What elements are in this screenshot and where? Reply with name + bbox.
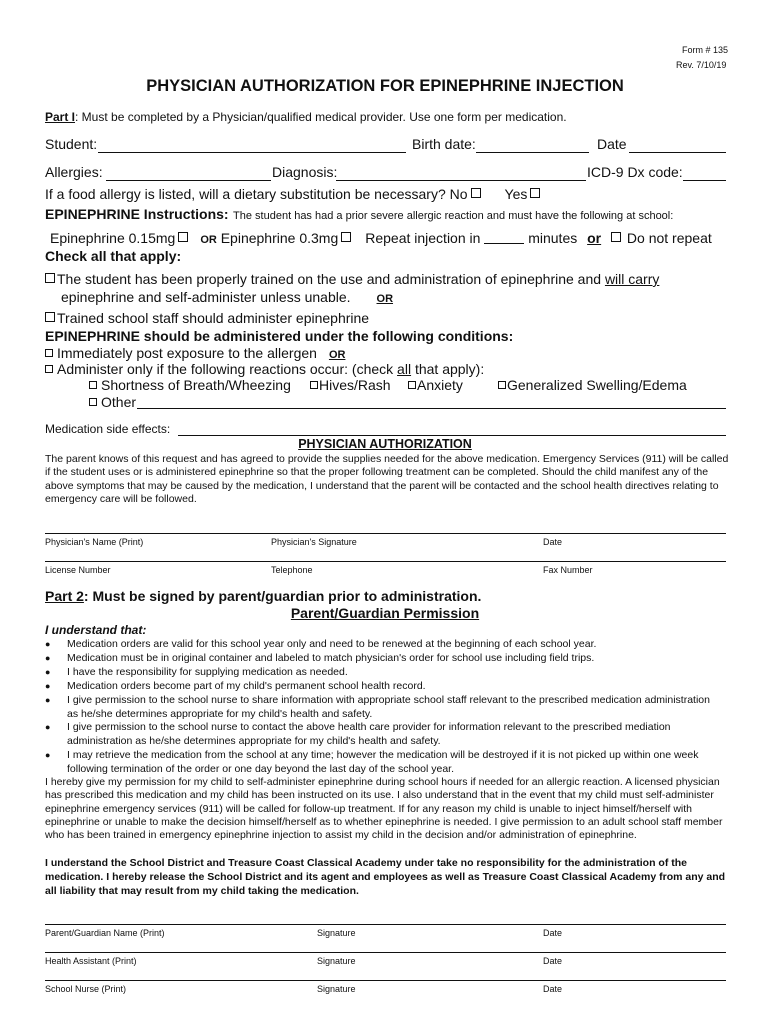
- reaction-swelling: Generalized Swelling/Edema: [498, 377, 687, 393]
- yes-label: Yes: [504, 186, 528, 202]
- side-effects-label: Medication side effects:: [45, 422, 171, 436]
- reaction-shortness: Shortness of Breath/Wheezing: [89, 377, 291, 393]
- minutes-label: minutes: [528, 230, 578, 246]
- bullet-icon: ●: [45, 681, 51, 691]
- birth-date-label: Birth date:: [412, 136, 476, 152]
- reactions-checkbox[interactable]: [45, 365, 53, 373]
- license-label: License Number: [45, 565, 111, 575]
- physician-date-label: Date: [543, 537, 563, 547]
- i-understand-heading: I understand that:: [45, 623, 147, 637]
- dose-03-label: Epinephrine 0.3mg: [220, 230, 339, 246]
- part2-text: : Must be signed by parent/guardian prior to administration.: [83, 588, 482, 604]
- icd-label: ICD-9 Dx code:: [587, 164, 683, 180]
- understand-item-4: Medication orders become part of my child's permanent school health record.: [67, 680, 426, 692]
- health-assistant-sign-line[interactable]: [45, 952, 726, 953]
- shortness-checkbox[interactable]: [89, 381, 97, 389]
- self-carry-option: The student has been properly trained on the use and administration of epinephrine and will carry: [45, 271, 659, 287]
- repeat-label: Repeat injection in: [365, 230, 481, 246]
- physician-auth-text: The parent knows of this request and has agreed to provide the supplies needed for the above medication. Emergency Services (911) will be called if the student uses or is administered epinephrine so that the proper following treatment can be completed. Should the child manifest any of the above symptoms that may be caused by the medication, I understand that the parent will be contacted and the school health directives relating to emergency care will be followed.: [45, 453, 729, 505]
- other-checkbox[interactable]: [89, 398, 97, 406]
- repeat-minutes-field[interactable]: [484, 231, 524, 244]
- revision-date: Rev. 7/10/19: [676, 60, 727, 70]
- fax-label: Fax Number: [543, 565, 593, 575]
- dose-015-checkbox[interactable]: [178, 232, 188, 242]
- instructions-text: The student has had a prior severe allergic reaction and must have the following at school:: [233, 210, 674, 222]
- no-checkbox[interactable]: [471, 188, 481, 198]
- epinephrine-instructions: [45, 206, 673, 224]
- condition-immediately: Immediately post exposure to the allergen OR: [45, 345, 345, 361]
- diagnosis-label: Diagnosis:: [272, 164, 338, 180]
- part1-label: Part I: [45, 110, 76, 124]
- no-repeat-label: Do not repeat: [626, 230, 712, 246]
- parent-signature-label: Signature: [317, 928, 356, 938]
- check-all-heading: Check all that apply:: [45, 248, 182, 264]
- school-nurse-signature-label: Signature: [317, 984, 356, 994]
- dose-015-label: Epinephrine 0.15mg: [50, 230, 176, 246]
- part2-label: Part 2: [45, 588, 84, 604]
- student-field[interactable]: [98, 152, 406, 153]
- allergies-label: Allergies:: [45, 164, 103, 180]
- bullet-icon: ●: [45, 667, 51, 677]
- student-label: Student:: [45, 136, 98, 152]
- reaction-anxiety: Anxiety: [408, 377, 463, 393]
- part1-instruction: [45, 110, 567, 124]
- anxiety-checkbox[interactable]: [408, 381, 416, 389]
- school-nurse-date-label: Date: [543, 984, 563, 994]
- other-field[interactable]: [137, 408, 726, 409]
- telephone-label: Telephone: [271, 565, 313, 575]
- bullet-icon: ●: [45, 750, 51, 760]
- dose-03-checkbox[interactable]: [341, 232, 351, 242]
- understand-item-7: I may retrieve the medication from the school at any time; however the medication will be destroyed if it is not picked up within one week following termination of the order or one day beyond the last day of the school year.: [67, 749, 699, 775]
- no-repeat-checkbox[interactable]: [611, 232, 621, 242]
- diagnosis-field[interactable]: [336, 180, 586, 181]
- immediately-checkbox[interactable]: [45, 349, 53, 357]
- bullet-icon: ●: [45, 639, 51, 649]
- self-carry-continued: epinephrine and self-administer unless unable. OR: [61, 289, 394, 305]
- form-title: PHYSICIAN AUTHORIZATION FOR EPINEPHRINE INJECTION: [146, 77, 624, 95]
- hives-checkbox[interactable]: [310, 381, 318, 389]
- birth-date-field[interactable]: [476, 152, 589, 153]
- form-number: Form # 135: [682, 45, 729, 55]
- license-line[interactable]: [45, 561, 726, 562]
- understand-item-5: I give permission to the school nurse to share information with appropriate school staff relevant to the prescribed medication administration as he/she determines appropriate for my child's health and safety.: [67, 694, 710, 720]
- physician-sign-line[interactable]: [45, 533, 726, 534]
- understand-item-2: Medication must be in original container and labeled to match physician's order for school use including field trips.: [67, 652, 595, 664]
- conditions-heading: EPINEPHRINE should be administered under the following conditions:: [45, 328, 514, 344]
- swelling-checkbox[interactable]: [498, 381, 506, 389]
- condition-reactions: Administer only if the following reactions occur: (check all that apply):: [45, 361, 484, 377]
- date-label: Date: [597, 136, 627, 152]
- allergies-field[interactable]: [106, 180, 271, 181]
- food-allergy-question: If a food allergy is listed, will a dietary substitution be necessary? No Yes: [45, 186, 540, 202]
- self-carry-or: OR: [376, 293, 394, 305]
- reaction-hives: Hives/Rash: [310, 377, 391, 393]
- physician-signature-label: Physician's Signature: [271, 537, 357, 547]
- understand-item-1: Medication orders are valid for this school year only and need to be renewed at the beginning of each school year.: [67, 638, 597, 650]
- self-carry-checkbox[interactable]: [45, 273, 55, 283]
- parent-sign-line[interactable]: [45, 924, 726, 925]
- part2-instruction: [45, 588, 481, 604]
- bullet-icon: ●: [45, 722, 51, 732]
- physician-name-label: Physician's Name (Print): [45, 537, 144, 547]
- parent-date-label: Date: [543, 928, 563, 938]
- health-assistant-signature-label: Signature: [317, 956, 356, 966]
- staff-administer-checkbox[interactable]: [45, 312, 55, 322]
- condition-or: OR: [328, 349, 346, 361]
- understand-item-3: I have the responsibility for supplying medication as needed.: [67, 666, 348, 678]
- repeat-or: or: [587, 230, 602, 246]
- staff-administer-option: Trained school staff should administer epinephrine: [45, 310, 369, 326]
- health-assistant-date-label: Date: [543, 956, 563, 966]
- dose-or: OR: [200, 234, 217, 246]
- school-nurse-sign-line[interactable]: [45, 980, 726, 981]
- parent-name-label: Parent/Guardian Name (Print): [45, 928, 165, 938]
- permission-statement: I hereby give my permission for my child to self-administer epinephrine during school hours if needed for an allergic reaction. A licensed physician has prescribed this medication and my child has been instructed on its use. I also understand that in the event that my child must self-administer epinephrine emergency services (911) will be called for follow-up treatment. If for any reason my child is unable to inject himself/herself with epinephrine or unable to make the decision himself/herself as to whether epinephrine is needed. I give permission to an adult school staff member who has been trained in emergency epinephrine injection to assist my child in the decision and/or administration of epinephrine.: [45, 776, 723, 842]
- dose-row: [50, 230, 712, 246]
- school-nurse-label: School Nurse (Print): [45, 984, 127, 994]
- reaction-other: Other: [89, 394, 136, 410]
- icd-field[interactable]: [683, 180, 726, 181]
- instructions-heading: EPINEPHRINE Instructions:: [45, 206, 229, 222]
- health-assistant-label: Health Assistant (Print): [45, 956, 137, 966]
- bullet-icon: ●: [45, 695, 51, 705]
- yes-checkbox[interactable]: [530, 188, 540, 198]
- parent-permission-heading: Parent/Guardian Permission: [290, 605, 480, 621]
- date-field[interactable]: [629, 152, 726, 153]
- release-statement: I understand the School District and Treasure Coast Classical Academy under take no responsibility for the administration of the medication. I hereby release the School District and its agent and employees as well as Treasure Coast Classical Academy from any and all liability that may result from my child taking the medication.: [45, 857, 726, 897]
- bullet-icon: ●: [45, 653, 51, 663]
- understand-item-6: I give permission to the school nurse to contact the above health care provider for information relevant to the prescribed mediation administration as he/she determines appropriate for my child's health and safety.: [67, 721, 671, 747]
- side-effects-field[interactable]: [178, 435, 726, 436]
- part1-text: : Must be completed by a Physician/qualified medical provider. Use one form per medication.: [75, 110, 567, 124]
- physician-auth-heading: PHYSICIAN AUTHORIZATION: [298, 437, 472, 451]
